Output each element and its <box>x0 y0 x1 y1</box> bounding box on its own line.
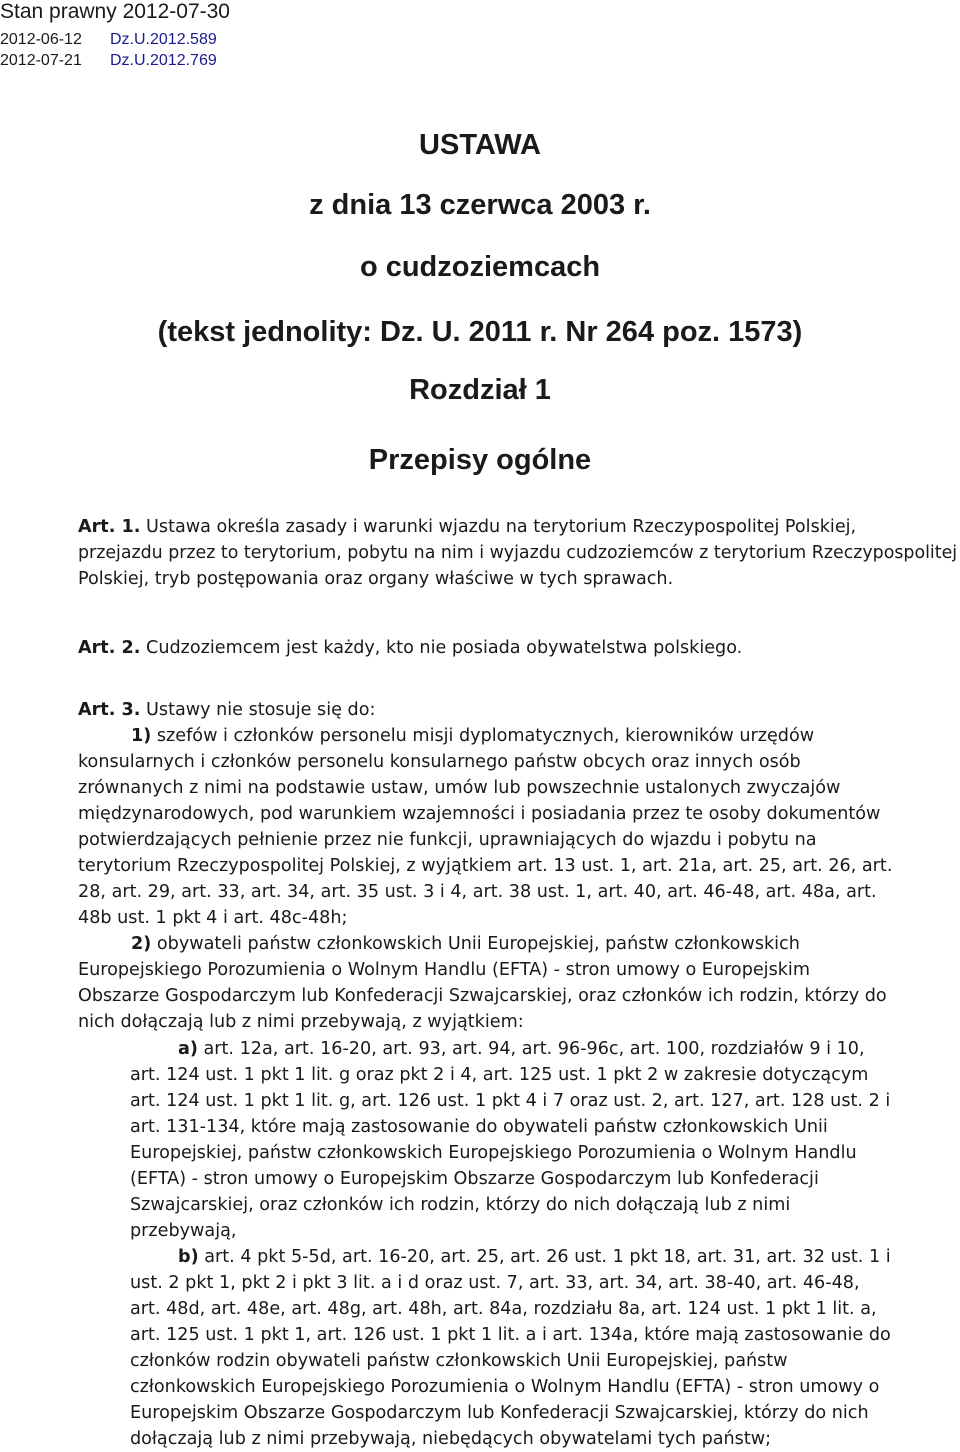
item-label: 2) <box>131 934 152 954</box>
item-2-line: Obszarze Gospodarczym lub Konfederacji Szwajcarskiej, oraz członków ich rodzin, którzy do <box>78 986 887 1006</box>
chapter-title: Przepisy ogólne <box>368 444 592 476</box>
amendment-link[interactable]: Dz.U.2012.769 <box>110 52 217 69</box>
subitem-a-line: Europejskiej, państw członkowskich Europejskiego Porozumienia o Wolnym Handlu <box>130 1143 857 1163</box>
subitem-b-line: b) art. 4 pkt 5-5d, art. 16-20, art. 25, art. 26 ust. 1 pkt 18, art. 31, art. 32 ust. 1 i <box>178 1247 891 1267</box>
subitem-b-line: ust. 2 pkt 1, pkt 2 i pkt 3 lit. a i d oraz ust. 7, art. 33, art. 34, art. 38-40, art. 46-48, <box>130 1273 860 1293</box>
subitem-a-line: Szwajcarskiej, oraz członków ich rodzin, którzy do nich dołączają lub z nimi <box>130 1195 791 1215</box>
article-label: Art. 3. <box>78 700 141 720</box>
article-2-text: Cudzoziemcem jest każdy, kto nie posiada obywatelstwa polskiego. <box>140 638 743 658</box>
item-2-line: 2) obywateli państw członkowskich Unii Europejskiej, państw członkowskich <box>131 934 800 954</box>
article-1 <box>78 514 960 592</box>
item-1-line: 1) szefów i członków personelu misji dyplomatycznych, kierowników urzędów <box>131 726 815 746</box>
subitem-a <box>130 1036 960 1244</box>
act-title: USTAWA <box>419 129 541 161</box>
item-1-line: 28, art. 29, art. 33, art. 34, art. 35 ust. 3 i 4, art. 38 ust. 1, art. 40, art. 46-48, art. 48a, art. <box>78 882 877 902</box>
subitem-a-line: przebywają, <box>130 1221 237 1241</box>
act-date: z dnia 13 czerwca 2003 r. <box>309 189 651 221</box>
act-subject: o cudzoziemcach <box>359 251 601 283</box>
subitem-a-line: a) art. 12a, art. 16-20, art. 93, art. 94, art. 96-96c, art. 100, rozdziałów 9 i 10, <box>178 1039 865 1059</box>
subitem-b <box>130 1244 960 1452</box>
subitem-a-line: (EFTA) - stron umowy o Europejskim Obszarze Gospodarczym lub Konfederacji <box>130 1169 819 1189</box>
item-1-line: terytorium Rzeczypospolitej Polskiej, z wyjątkiem art. 13 ust. 1, art. 21a, art. 25, art. 26, art. <box>78 856 893 876</box>
item-1-line: potwierdzających pełnienie przez nie funkcji, uprawniających do wjazdu i pobytu na <box>78 830 817 850</box>
subitem-b-line: art. 48d, art. 48e, art. 48g, art. 48h, art. 84a, rozdziału 8a, art. 124 ust. 1 pkt 1 lit. a, <box>130 1299 877 1319</box>
item-2-line: Europejskiego Porozumienia o Wolnym Handlu (EFTA) - stron umowy o Europejskim <box>78 960 810 980</box>
subitem-b-line: dołączają lub z nimi przebywają, niebędących obywatelami tych państw; <box>130 1429 772 1449</box>
article-1-line: przejazdu przez to terytorium, pobytu na nim i wyjazdu cudzoziemców z terytorium Rzeczypospolitej <box>78 543 958 563</box>
amendment-link[interactable]: Dz.U.2012.589 <box>110 31 217 48</box>
subitem-a-line: art. 124 ust. 1 pkt 1 lit. g, art. 126 ust. 1 pkt 4 i 7 oraz ust. 2, art. 127, art. 128 ust. 2 i <box>130 1091 891 1111</box>
subitem-b-line: art. 125 ust. 1 pkt 1, art. 126 ust. 1 pkt 1 lit. a i art. 134a, które mają zastosowanie do <box>130 1325 891 1345</box>
item-1-line: zrównanych z nimi na podstawie ustaw, umów lub powszechnie ustalonych zwyczajów <box>78 778 841 798</box>
item-1-line: 48b ust. 1 pkt 4 i art. 48c-48h; <box>78 908 348 928</box>
amendment-date: 2012-07-21 <box>0 52 82 69</box>
amendment-date: 2012-06-12 <box>0 31 82 48</box>
subitem-label: b) <box>178 1247 199 1267</box>
article-label: Art. 2. <box>78 638 141 658</box>
subitem-b-line: członków rodzin obywateli państw członkowskich Unii Europejskiej, państw <box>130 1351 788 1371</box>
item-2-line: nich dołączają lub z nimi przebywają, z wyjątkiem: <box>78 1012 524 1032</box>
article-3 <box>78 697 960 1035</box>
article-1-line: Art. 1. Ustawa określa zasady i warunki wjazdu na terytorium Rzeczypospolitej Polskiej, <box>78 517 857 537</box>
subitem-a-line: art. 124 ust. 1 pkt 1 lit. g oraz pkt 2 i 4, art. 125 ust. 1 pkt 2 w zakresie dotyczącym <box>130 1065 869 1085</box>
item-1-line: międzynarodowych, pod warunkiem wzajemności i posiadania przez te osoby dokumentów <box>78 804 881 824</box>
article-2 <box>78 635 960 661</box>
amendment-row <box>0 30 217 50</box>
subitem-a-line: art. 131-134, które mają zastosowanie do obywateli państw członkowskich Unii <box>130 1117 828 1137</box>
article-1-line: Polskiej, tryb postępowania oraz organy właściwe w tych sprawach. <box>78 569 674 589</box>
consolidated-text-reference: (tekst jednolity: Dz. U. 2011 r. Nr 264 poz. 1573) <box>157 316 803 348</box>
subitem-b-line: Europejskim Obszarze Gospodarczym lub Konfederacji Szwajcarskiej, którzy do nich <box>130 1403 869 1423</box>
article-3-intro: Ustawy nie stosuje się do: <box>140 700 376 720</box>
chapter-number: Rozdział 1 <box>409 374 551 406</box>
item-label: 1) <box>131 726 152 746</box>
article-label: Art. 1. <box>78 517 141 537</box>
subitem-b-line: członkowskich Europejskiego Porozumienia o Wolnym Handlu (EFTA) - stron umowy o <box>130 1377 880 1397</box>
amendment-row <box>0 51 217 71</box>
legal-status: Stan prawny 2012-07-30 <box>0 0 230 23</box>
subitem-label: a) <box>178 1039 198 1059</box>
item-1-line: konsularnych i członków personelu konsularnego państw obcych oraz innych osób <box>78 752 801 772</box>
